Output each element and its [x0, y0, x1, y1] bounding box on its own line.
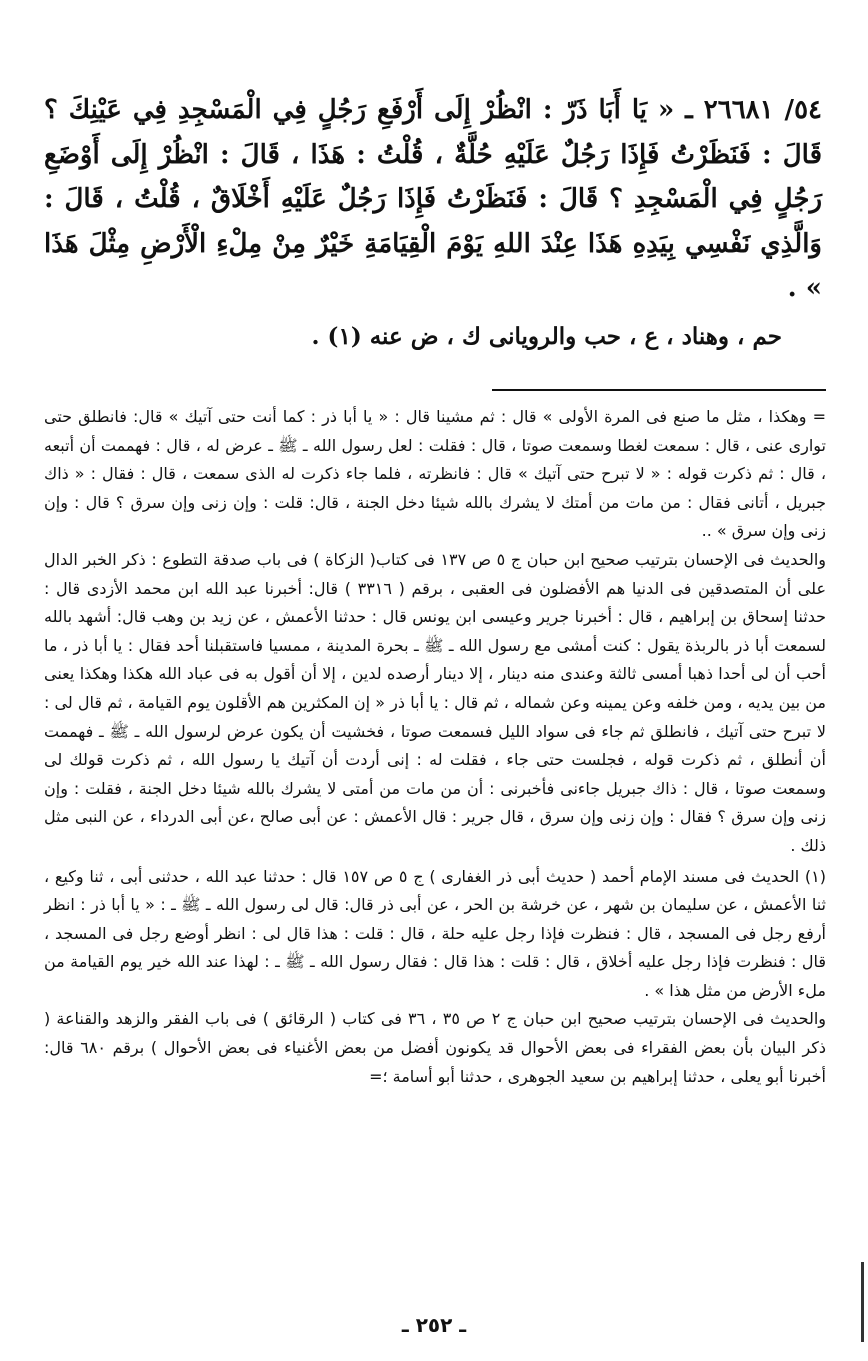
- footnote-divider: [492, 389, 826, 391]
- scan-edge-mark: [861, 1262, 864, 1342]
- hadith-block: [44, 88, 826, 359]
- footnotes: [44, 403, 826, 1091]
- hadith-text: ٥٤/ ٢٦٦٨١ ـ « يَا أَبَا ذَرّ : انْظُرْ إِلَى أَرْفَعِ رَجُلٍ فِي الْمَسْجِدِ فِي عَيْنِكَ ؟ قَالَ : فَنَظَرْتُ فَإِذَا رَجُلٌ عَلَيْهِ حُلَّةٌ ، قُلْتُ : هَذَا ، قَالَ : انْظُرْ إِلَى أَوْضَعِ رَجُلٍ فِي الْمَسْجِدِ ؟ قَالَ : فَنَظَرْتُ فَإِذَا رَجُلٌ عَلَيْهِ أَخْلَاقٌ ، قُلْتُ ، قَالَ : وَالَّذِي نَفْسِي بِيَدِهِ هَذَا عِنْدَ اللهِ يَوْمَ الْقِيَامَةِ خَيْرٌ مِنْ مِلْءِ الْأَرْضِ مِثْلَ هَذَا » .: [44, 95, 822, 303]
- page-number: ـ ٢٥٢ ـ: [401, 1313, 467, 1337]
- hadith-sources: حم ، وهناد ، ع ، حب والرويانى ك ، ض عنه (١) .: [311, 322, 782, 350]
- footnote-ibn-hibban-zakat: والحديث فى الإحسان بترتيب صحيح ابن حبان ج ٥ ص ١٣٧ فى كتاب( الزكاة ) فى باب صدقة التطوع : ذكر الخبر الدال على أن المتصدقين فى الدنيا هم الأفضلون فى العقبى ، برقم ( ٣٣١٦ ) قال: أخبرنا عبد الله ابن محمد الأزدى قال : حدثنا إسحاق بن إبراهيم ، قال : أخبرنا جرير وعيسى ابن يونس قال : حدثنا الأعمش ، عن زيد بن وهب قال: أشهد بالله لسمعت أبا ذر بالربذة يقول : كنت أمشى مع رسول الله ـ ﷺ ـ بحرة المدينة ، ممسيا فاستقبلنا أحد فقال : يا أبا ذر ، ما أحب أن لى أحدا ذهبا أمسى ثالثة وعندى منه دينار ، إلا دينار أرصده لدين ، إلا أن أقول به فى عباد الله هكذا وهكذا يعنى من بين يديه ، ومن خلفه وعن يمينه وعن شماله ، ثم قال : يا أبا ذر « إن المكثرين هم الأقلون يوم القيامة ، ثم قال لى : لا تبرح حتى آتيك ، فانطلق ثم جاء فى سواد الليل فسمعت صوتا ، فخشيت أن يكون عرض لرسول الله ـ ﷺ ـ فهممت أن أنطلق ، ثم ذكرت قوله ، فجلست حتى جاء ، فقلت له : إنى أردت أن آتيك يا رسول الله ، ثم ذكرت قولك لى وسمعت صوتا ، قال : ذاك جبريل جاءنى فأخبرنى : أن من مات من أمتى لا يشرك بالله شيئا دخل الجنة ، فقلت : وإن زنى وإن سرق ؟ فقال : وإن زنى وإن سرق ، قال جرير : قال الأعمش : عن أبى صالح ،عن أبى الدرداء ، عن النبى مثل ذلك .: [44, 549, 827, 855]
- footnote-continuation: = وهكذا ، مثل ما صنع فى المرة الأولى » قال : ثم مشينا قال : « يا أبا ذر : كما أنت حتى آتيك » قال: فانطلق حتى توارى عنى ، قال : سمعت لغطا وسمعت صوتا ، قال : فقلت : لعل رسول الله ـ ﷺ ـ عرض له ، قال : فهممت أن أتبعه ، قال : ثم ذكرت قوله : « لا تبرح حتى آتيك » قال : فانظرته ، فلما جاء ذكرت له الذى سمعت ، قال : فقال : « ذاك جبريل ، أتانى فقال : من مات من أمتك لا يشرك بالله شيئا دخل الجنة ، قال: قلت : وإن زنى وإن سرق ؟ قال : وإن زنى وإن سرق » ..: [44, 407, 826, 541]
- footnote-1-continuation: والحديث فى الإحسان بترتيب صحيح ابن حبان ج ٢ ص ٣٥ ، ٣٦ فى كتاب ( الرقائق ) فى باب الفقر والزهد والقناعة ( ذكر البيان بأن بعض الفقراء فى بعض الأحوال قد يكونون أفضل من بعض الأغنياء فى بعض الأحوال ) برقم ٦٨٠ قال: أخبرنا أبو يعلى ، حدثنا إبراهيم بن سعيد الجوهرى ، حدثنا أبو أسامة ؛=: [44, 1009, 827, 1086]
- footnote-1: (١) الحديث فى مسند الإمام أحمد ( حديث أبى ذر الغفارى ) ج ٥ ص ١٥٧ قال : حدثنا عبد الله ، حدثنى أبى ، ثنا وكيع ، ثنا الأعمش ، عن سليمان بن شهر ، عن خرشة بن الحر ، عن أبى ذر قال: قال لى رسول الله ـ ﷺ ـ : « يا أبا ذر : انظر أرفع رجل فى المسجد ، قال : فنظرت فإذا رجل عليه حلة ، قال : قلت : هذا قال لى : انظر أوضع رجل فى المسجد ، قال : فنظرت فإذا رجل عليه أخلاق ، قال : قلت : هذا قال : فقال رسول الله ـ ﷺ ـ : لهذا عند الله خير يوم القيامة من ملء الأرض من مثل هذا » .: [44, 866, 827, 1000]
